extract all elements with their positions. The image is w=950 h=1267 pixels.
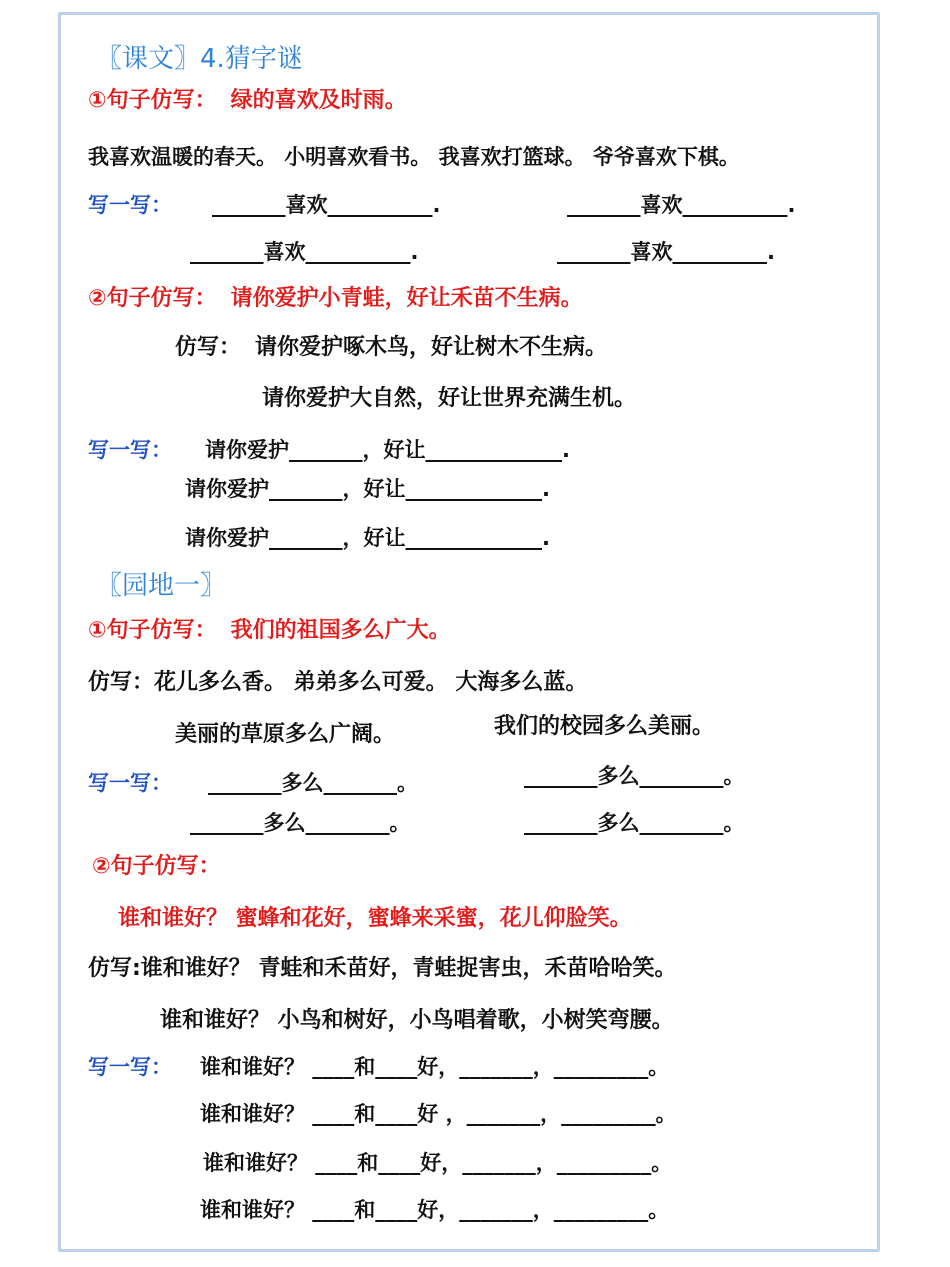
s2-q1-label: ①句子仿写： [88,618,217,643]
s2-q2-label: ②句子仿写： [92,854,221,879]
s1-q2-write-1[interactable]: 请你爱护_______，好让_____________. [205,438,570,462]
s1-q1-header [88,90,407,112]
s2-q1-imitate-2b: 我们的校园多么美丽。 [494,714,715,739]
s1-q2-write-3[interactable]: 请你爱护_______，好让_____________. [185,526,550,550]
s2-q1-blank-d[interactable]: _______多么________。 [524,811,745,835]
s1-q1-label: ①句子仿写： [88,88,217,113]
s2-q2-write-3[interactable]: 谁和谁好？ ____和____好，_______，_________。 [203,1151,673,1175]
s2-q1-imitate-1: 仿写：花儿多么香。 弟弟多么可爱。 大海多么蓝。 [88,670,588,695]
s1-q1-blank-a[interactable]: _______喜欢__________. [212,193,441,217]
s1-q1-blank-b[interactable]: _______喜欢__________. [567,193,796,217]
s2-q2-imitate-2: 谁和谁好？ 小鸟和树好，小鸟唱着歌，小树笑弯腰。 [160,1008,674,1033]
s2-q2-model: 谁和谁好？ 蜜蜂和花好，蜜蜂来采蜜，花儿仰脸笑。 [118,906,632,931]
s2-q1-model: 我们的祖国多么广大。 [230,618,451,643]
s2-q2-write-4[interactable]: 谁和谁好？ ____和____好，_______，_________。 [200,1198,670,1222]
s1-q2-imitate-2: 请你爱护大自然，好让世界充满生机。 [262,386,637,411]
s1-q2-imitate-1: 仿写： 请你爱护啄木鸟，好让树木不生病。 [175,335,608,360]
s2-q2-write-1[interactable]: 谁和谁好？ ____和____好，_______，_________。 [200,1055,670,1079]
s1-q2-imitate-label: 仿写： [175,335,242,360]
s2-q2-imitate-1: 仿写:谁和谁好？ 青蛙和禾苗好，青蛙捉害虫，禾苗哈哈笑。 [88,956,677,981]
s1-write-label: 写一写： [88,193,172,217]
s1-q1-examples: 我喜欢温暖的春天。 小明喜欢看书。 我喜欢打篮球。 爷爷喜欢下棋。 [88,145,740,169]
s1-q1-write-row-1 [88,195,172,216]
s2-q1-blank-a[interactable]: _______多么_______。 [208,771,418,795]
s2-q1-header [88,620,451,642]
s2-q2-write-2[interactable]: 谁和谁好？ ____和____好 ，_______，_________。 [200,1102,677,1126]
s1-q1-model: 绿的喜欢及时雨。 [230,88,407,113]
s1-q2-write-2[interactable]: 请你爱护_______，好让_____________. [185,477,550,501]
s1-q2-model: 请你爱护小青蛙，好让禾苗不生病。 [230,286,583,311]
s2-q1-blank-c[interactable]: _______多么________。 [190,811,411,835]
s1-q1-blank-d[interactable]: _______喜欢_________. [557,240,775,264]
section-title-lesson: 〖课文〗4.猜字谜 [96,44,303,74]
s2-q1-imitate-2a: 美丽的草原多么广阔。 [175,722,396,747]
s1-q2-label: ②句子仿写： [88,286,217,311]
s1-q2-write-label: 写一写： [88,438,172,462]
s1-q2-header [88,288,583,310]
s2-q1-blank-b[interactable]: _______多么________。 [524,764,745,788]
s2-q2-write-label: 写一写： [88,1055,172,1079]
section-title-garden: 〖园地一〗 [96,571,227,601]
s1-q1-blank-c[interactable]: _______喜欢__________. [190,240,419,264]
s2-q1-write-label: 写一写： [88,771,172,795]
